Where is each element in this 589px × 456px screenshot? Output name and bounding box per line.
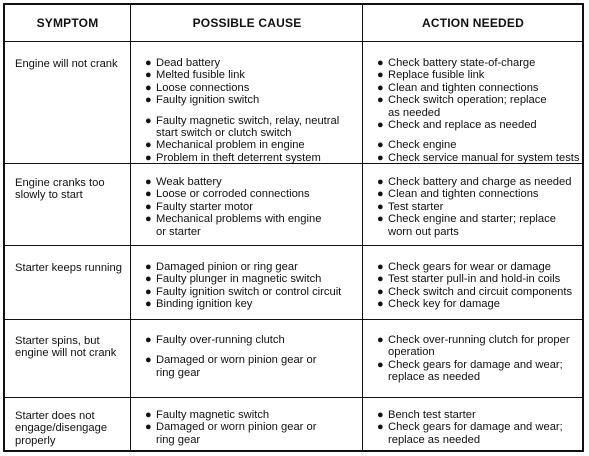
action-item-text bbox=[388, 201, 583, 213]
cause-item bbox=[145, 82, 355, 94]
cause-item-text bbox=[156, 261, 355, 273]
action-item-list bbox=[377, 334, 583, 384]
cause-item-line: Faulty ignition switch bbox=[156, 94, 260, 107]
bullet-icon: ● bbox=[145, 57, 152, 69]
action-item-text bbox=[388, 334, 583, 359]
bullet-icon: ● bbox=[377, 261, 384, 273]
action-item-line: Check engine and starter; replace bbox=[388, 213, 556, 226]
cause-item bbox=[145, 115, 355, 140]
action-item bbox=[377, 82, 583, 94]
action-item-line: Check switch operation; replace bbox=[388, 94, 547, 107]
cause-item-text bbox=[156, 82, 355, 94]
action-item bbox=[377, 286, 583, 298]
action-item bbox=[377, 139, 583, 151]
action-item bbox=[377, 152, 583, 164]
action-item bbox=[377, 94, 583, 119]
action-item-line: operation bbox=[388, 346, 435, 359]
cause-item-list bbox=[145, 261, 355, 311]
action-item-text bbox=[388, 261, 583, 273]
cause-item bbox=[145, 298, 355, 310]
cause-item bbox=[145, 334, 355, 346]
cause-item-line: start switch or clutch switch bbox=[156, 127, 292, 140]
action-item bbox=[377, 119, 583, 131]
cause-item-text bbox=[156, 286, 355, 298]
action-item bbox=[377, 176, 583, 188]
bullet-icon: ● bbox=[377, 334, 384, 346]
action-item-line: Check gears for damage and wear; bbox=[388, 358, 563, 371]
column-divider bbox=[130, 5, 131, 450]
action-item-list bbox=[377, 409, 583, 446]
cause-item-text bbox=[156, 115, 355, 140]
cause-item-text bbox=[156, 94, 355, 106]
action-item-line: worn out parts bbox=[388, 225, 459, 238]
spacer bbox=[145, 107, 355, 115]
bullet-icon: ● bbox=[145, 285, 152, 298]
bullet-icon: ● bbox=[377, 69, 384, 82]
symptom-line: engine will not crank bbox=[15, 347, 117, 360]
action-item-line: Check gears for damage and wear; bbox=[388, 421, 563, 434]
cause-item bbox=[145, 57, 355, 69]
cause-item-line: Faulty magnetic switch, relay, neutral bbox=[156, 114, 340, 127]
row-divider bbox=[5, 245, 582, 246]
action-item bbox=[377, 359, 583, 384]
cause-item bbox=[145, 354, 355, 379]
bullet-icon: ● bbox=[377, 358, 384, 371]
cause-item-text bbox=[156, 298, 355, 310]
action-item-text bbox=[388, 82, 583, 94]
cause-item bbox=[145, 176, 355, 188]
cause-item-list bbox=[145, 57, 355, 164]
row-divider bbox=[5, 41, 582, 42]
symptom-cell bbox=[15, 335, 130, 360]
symptom-line: Engine cranks too bbox=[15, 177, 105, 189]
action-item-text bbox=[388, 94, 583, 119]
cause-item-line: Damaged pinion or ring gear bbox=[156, 261, 298, 273]
bullet-icon: ● bbox=[145, 94, 152, 107]
troubleshooting-table bbox=[3, 3, 584, 452]
cause-item bbox=[145, 188, 355, 200]
cause-item-line: ring gear bbox=[156, 433, 201, 446]
action-item bbox=[377, 409, 583, 421]
action-item-text bbox=[388, 273, 583, 285]
action-item-text bbox=[388, 298, 583, 310]
bullet-icon: ● bbox=[145, 114, 152, 127]
action-item-line: Test starter pull-in and hold-in coils bbox=[388, 273, 561, 286]
symptom-line: Starter does not bbox=[15, 410, 95, 422]
cause-item-list bbox=[145, 409, 355, 446]
action-item-text bbox=[388, 409, 583, 421]
symptom-line: slowly to start bbox=[15, 189, 83, 202]
cause-item-list bbox=[145, 334, 355, 379]
bullet-icon: ● bbox=[377, 188, 384, 201]
cause-item-text bbox=[156, 273, 355, 285]
symptom-line: properly bbox=[15, 434, 56, 447]
cause-item-text bbox=[156, 334, 355, 346]
bullet-icon: ● bbox=[145, 151, 152, 164]
cause-item-line: Faulty magnetic switch bbox=[156, 409, 270, 421]
action-item-line: Test starter bbox=[388, 200, 444, 213]
bullet-icon: ● bbox=[377, 421, 384, 434]
bullet-icon: ● bbox=[377, 176, 384, 188]
bullet-icon: ● bbox=[377, 285, 384, 298]
cause-item-text bbox=[156, 421, 355, 446]
bullet-icon: ● bbox=[145, 261, 152, 273]
cause-item-text bbox=[156, 139, 355, 151]
bullet-icon: ● bbox=[145, 176, 152, 188]
symptom-line: Starter spins, but bbox=[15, 335, 100, 347]
bullet-icon: ● bbox=[377, 151, 384, 164]
action-item-line: Check battery state-of-charge bbox=[388, 57, 536, 69]
action-item bbox=[377, 273, 583, 285]
action-item-list bbox=[377, 57, 583, 164]
cause-item-line: or starter bbox=[156, 225, 201, 238]
bullet-icon: ● bbox=[145, 334, 152, 346]
action-item-line: Check switch and circuit components bbox=[388, 285, 573, 298]
cause-item-text bbox=[156, 201, 355, 213]
action-item-line: Check service manual for system tests bbox=[388, 151, 580, 164]
action-item-text bbox=[388, 176, 583, 188]
action-item bbox=[377, 298, 583, 310]
action-item bbox=[377, 421, 583, 446]
bullet-icon: ● bbox=[377, 213, 384, 226]
bullet-icon: ● bbox=[377, 273, 384, 286]
action-item bbox=[377, 201, 583, 213]
action-item-line: replace as needed bbox=[388, 371, 481, 384]
cause-item-line: Faulty plunger in magnetic switch bbox=[156, 273, 322, 286]
cause-item-line: Loose connections bbox=[156, 81, 250, 94]
symptom-line: Starter keeps running bbox=[15, 262, 122, 274]
header-action-needed: ACTION NEEDED bbox=[422, 16, 524, 30]
action-item-line: Clean and tighten connections bbox=[388, 81, 539, 94]
cause-item-line: Melted fusible link bbox=[156, 69, 245, 82]
bullet-icon: ● bbox=[145, 298, 152, 311]
action-item-line: Replace fusible link bbox=[388, 69, 485, 82]
action-item-text bbox=[388, 213, 583, 238]
action-item-line: Check and replace as needed bbox=[388, 119, 537, 132]
cause-item-line: Faulty over-running clutch bbox=[156, 334, 285, 346]
cause-item-line: Dead battery bbox=[156, 57, 221, 69]
action-item-text bbox=[388, 359, 583, 384]
action-item-text bbox=[388, 188, 583, 200]
symptom-cell bbox=[15, 58, 130, 70]
bullet-icon: ● bbox=[145, 81, 152, 94]
spacer bbox=[377, 131, 583, 139]
action-item-line: Check engine bbox=[388, 139, 457, 152]
cause-item-line: Faulty ignition switch or control circuit bbox=[156, 285, 342, 298]
action-item-line: Check key for damage bbox=[388, 298, 500, 311]
action-item-text bbox=[388, 119, 583, 131]
action-item-line: Clean and tighten connections bbox=[388, 188, 539, 201]
cause-item-line: Binding ignition key bbox=[156, 298, 253, 311]
row-divider bbox=[5, 397, 582, 398]
bullet-icon: ● bbox=[145, 200, 152, 213]
action-item-text bbox=[388, 152, 583, 164]
bullet-icon: ● bbox=[377, 200, 384, 213]
cause-item-text bbox=[156, 354, 355, 379]
cause-item bbox=[145, 94, 355, 106]
cause-item bbox=[145, 421, 355, 446]
cause-item-line: Mechanical problem in engine bbox=[156, 139, 305, 152]
action-item-text bbox=[388, 286, 583, 298]
cause-item-text bbox=[156, 188, 355, 200]
action-item-line: as needed bbox=[388, 106, 441, 119]
cause-item bbox=[145, 273, 355, 285]
action-item-text bbox=[388, 139, 583, 151]
symptom-cell bbox=[15, 262, 130, 274]
symptom-line: Engine will not crank bbox=[15, 58, 118, 70]
action-item bbox=[377, 334, 583, 359]
bullet-icon: ● bbox=[377, 298, 384, 311]
bullet-icon: ● bbox=[377, 81, 384, 94]
bullet-icon: ● bbox=[145, 188, 152, 201]
bullet-icon: ● bbox=[377, 409, 384, 421]
action-item-text bbox=[388, 57, 583, 69]
bullet-icon: ● bbox=[145, 421, 152, 434]
cause-item bbox=[145, 261, 355, 273]
cause-item-line: Faulty starter motor bbox=[156, 200, 253, 213]
cause-item bbox=[145, 286, 355, 298]
action-item bbox=[377, 188, 583, 200]
cause-item bbox=[145, 201, 355, 213]
header-possible-cause: POSSIBLE CAUSE bbox=[192, 16, 302, 30]
cause-item-line: Problem in theft deterrent system bbox=[156, 151, 321, 164]
bullet-icon: ● bbox=[377, 119, 384, 132]
spacer bbox=[145, 346, 355, 354]
action-item-list bbox=[377, 176, 583, 238]
cause-item-text bbox=[156, 176, 355, 188]
cause-item-line: Loose or corroded connections bbox=[156, 188, 310, 201]
cause-item bbox=[145, 213, 355, 238]
action-item bbox=[377, 213, 583, 238]
cause-item-text bbox=[156, 213, 355, 238]
action-item bbox=[377, 261, 583, 273]
action-item-line: Check gears for wear or damage bbox=[388, 261, 551, 273]
cause-item bbox=[145, 139, 355, 151]
action-item-line: replace as needed bbox=[388, 433, 481, 446]
bullet-icon: ● bbox=[377, 57, 384, 69]
bullet-icon: ● bbox=[145, 273, 152, 286]
bullet-icon: ● bbox=[377, 139, 384, 152]
cause-item-text bbox=[156, 409, 355, 421]
header-symptom: SYMPTOM bbox=[36, 16, 99, 30]
action-item-text bbox=[388, 69, 583, 81]
cause-item-text bbox=[156, 69, 355, 81]
action-item-list bbox=[377, 261, 583, 311]
cause-item bbox=[145, 152, 355, 164]
bullet-icon: ● bbox=[145, 409, 152, 421]
bullet-icon: ● bbox=[145, 139, 152, 152]
bullet-icon: ● bbox=[145, 354, 152, 367]
cause-item-line: Damaged or worn pinion gear or bbox=[156, 421, 317, 434]
action-item-line: Check battery and charge as needed bbox=[388, 176, 572, 188]
cause-item bbox=[145, 409, 355, 421]
cause-item bbox=[145, 69, 355, 81]
bullet-icon: ● bbox=[145, 213, 152, 226]
cause-item-line: ring gear bbox=[156, 366, 201, 379]
cause-item-line: Weak battery bbox=[156, 176, 222, 188]
symptom-cell bbox=[15, 410, 130, 447]
cause-item-line: Damaged or worn pinion gear or bbox=[156, 354, 317, 367]
action-item-line: Check over-running clutch for proper bbox=[388, 334, 570, 346]
action-item-line: Bench test starter bbox=[388, 409, 476, 421]
action-item-text bbox=[388, 421, 583, 446]
action-item bbox=[377, 69, 583, 81]
cause-item-line: Mechanical problems with engine bbox=[156, 213, 322, 226]
symptom-line: engage/disengage bbox=[15, 422, 108, 435]
cause-item-list bbox=[145, 176, 355, 238]
row-divider bbox=[5, 319, 582, 320]
action-item bbox=[377, 57, 583, 69]
bullet-icon: ● bbox=[145, 69, 152, 82]
cause-item-text bbox=[156, 152, 355, 164]
column-divider bbox=[362, 5, 363, 450]
bullet-icon: ● bbox=[377, 94, 384, 107]
cause-item-text bbox=[156, 57, 355, 69]
symptom-cell bbox=[15, 177, 130, 202]
